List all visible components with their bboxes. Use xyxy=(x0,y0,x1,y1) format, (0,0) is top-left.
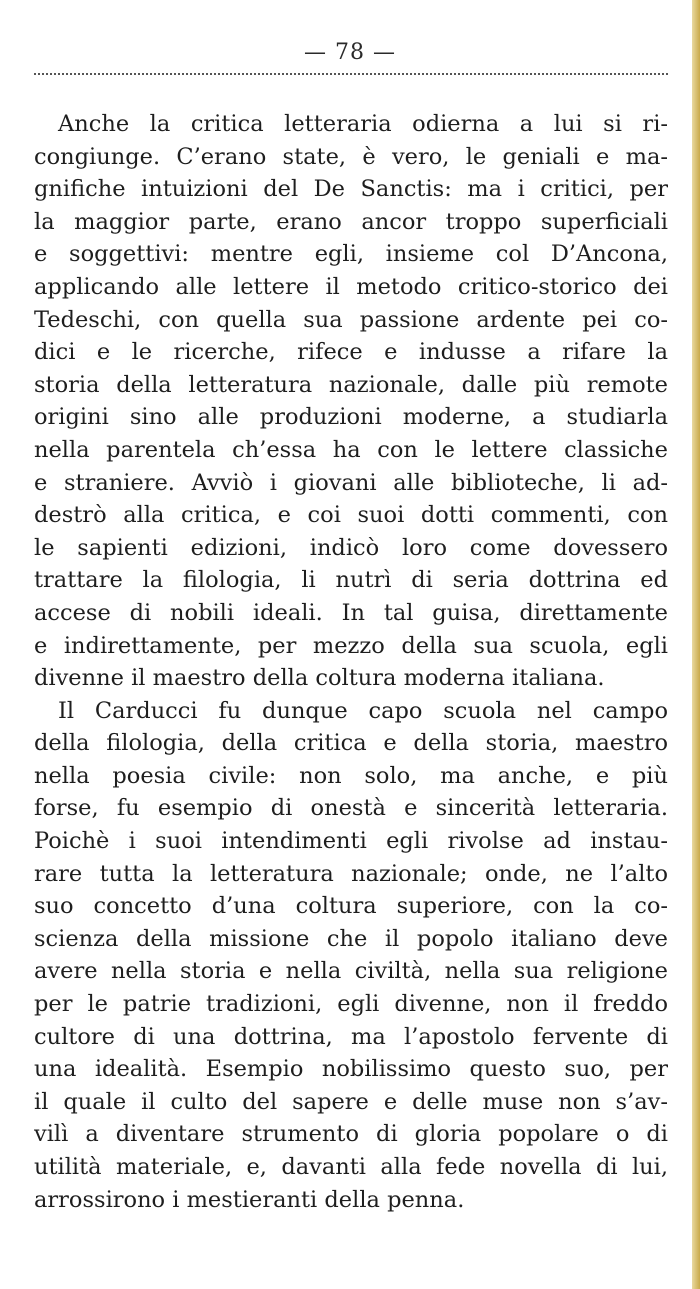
header-rule xyxy=(34,73,668,75)
text-line: Anche la critica letteraria odierna a lui si ri- xyxy=(58,111,668,137)
page-number: — 78 — xyxy=(304,40,396,65)
text-line: nella poesia civile: non solo, ma anche, e più xyxy=(34,762,668,789)
text-line: vilì a diventare strumento di gloria popolare o di xyxy=(34,1121,668,1148)
text-line: Poichè i suoi intendimenti egli rivolse ad instau- xyxy=(34,828,668,855)
text-line: e soggettivi: mentre egli, insieme col D’Ancona, xyxy=(34,241,668,268)
text-line: divenne il maestro della coltura moderna italiana. xyxy=(34,665,605,692)
text-line: il quale il culto del sapere e delle muse non s’av- xyxy=(34,1088,668,1115)
text-line: una idealità. Esempio nobilissimo questo suo, per xyxy=(34,1056,668,1083)
text-line: cultore di una dottrina, ma l’apostolo fervente di xyxy=(34,1023,668,1050)
text-line: congiunge. C’erano state, è vero, le geniali e ma- xyxy=(34,143,668,170)
text-line: la maggior parte, erano ancor troppo superficiali xyxy=(34,208,668,235)
text-line: forse, fu esempio di onestà e sincerità letteraria. xyxy=(34,795,668,822)
text-line: storia della letteratura nazionale, dalle più remote xyxy=(34,371,668,398)
body-text xyxy=(34,108,668,1216)
text-line: scienza della missione che il popolo italiano deve xyxy=(34,925,668,952)
text-line: applicando alle lettere il metodo critico-storico dei xyxy=(34,273,668,300)
text-line: destrò alla critica, e coi suoi dotti commenti, con xyxy=(34,502,668,529)
text-line: origini sino alle produzioni moderne, a studiarla xyxy=(34,404,668,431)
text-line: nella parentela ch’essa ha con le lettere classiche xyxy=(34,436,668,463)
text-line: per le patrie tradizioni, egli divenne, non il freddo xyxy=(34,991,668,1018)
page-edge xyxy=(692,0,700,1289)
text-line: utilità materiale, e, davanti alla fede novella di lui, xyxy=(34,1154,668,1180)
text-line: suo concetto d’una coltura superiore, con la co- xyxy=(34,893,668,920)
text-line: dici e le ricerche, rifece e indusse a rifare la xyxy=(34,339,668,366)
text-line: e straniere. Avviò i giovani alle biblioteche, li ad- xyxy=(34,469,668,496)
text-line: accese di nobili ideali. In tal guisa, direttamente xyxy=(34,599,668,626)
text-line: le sapienti edizioni, indicò loro come dovessero xyxy=(34,534,668,561)
text-line: della filologia, della critica e della storia, maestro xyxy=(34,730,668,757)
text-line: Il Carducci fu dunque capo scuola nel campo xyxy=(58,697,668,724)
text-line: arrossirono i mestieranti della penna. xyxy=(34,1186,465,1213)
text-line: avere nella storia e nella civiltà, nella sua religione xyxy=(34,958,668,985)
text-line: e indirettamente, per mezzo della sua scuola, egli xyxy=(34,632,668,659)
text-line: Tedeschi, con quella sua passione ardente pei co- xyxy=(34,306,668,333)
text-line: gnifiche intuizioni del De Sanctis: ma i critici, per xyxy=(34,176,668,203)
text-line: trattare la filologia, li nutrì di seria dottrina ed xyxy=(34,567,668,594)
text-line: rare tutta la letteratura nazionale; onde, ne l’alto xyxy=(34,860,668,887)
